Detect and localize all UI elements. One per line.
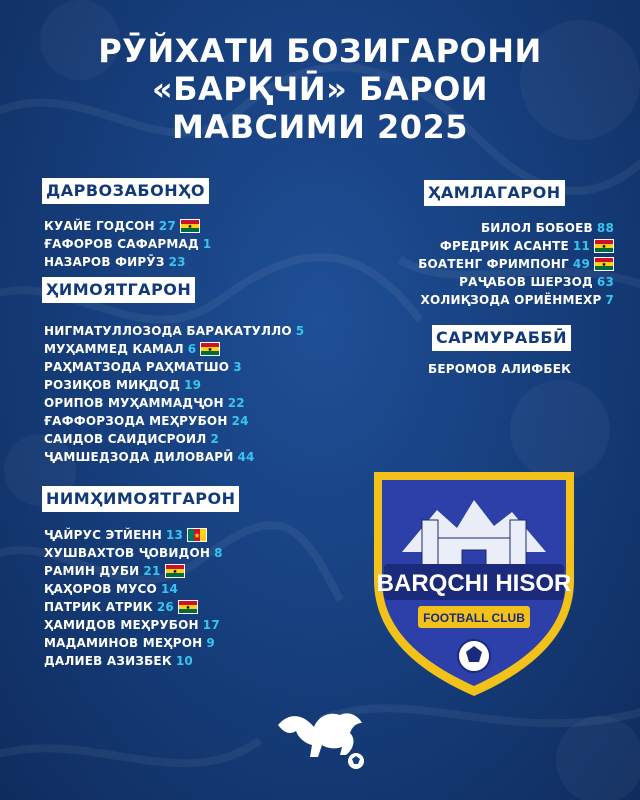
player-row (44, 544, 223, 562)
forwards-list (418, 219, 614, 309)
player-number: 49 (572, 257, 590, 271)
goalkeepers-list (44, 217, 211, 271)
player-name: КУАЙЕ ГОДСОН (44, 219, 155, 233)
goalkeepers-heading: ДАРВОЗАБОНҲО (42, 178, 209, 204)
player-number: 7 (605, 293, 614, 307)
player-number: 19 (184, 378, 202, 392)
player-number: 22 (227, 396, 245, 410)
griffin-icon (270, 705, 374, 771)
player-row (44, 340, 304, 358)
player-row (44, 652, 223, 670)
player-row (44, 358, 304, 376)
coach-block (428, 360, 571, 378)
midfielders-heading: НИМҲИМОЯТГАРОН (42, 486, 239, 512)
player-name: ПАТРИК АТРИК (44, 600, 153, 614)
player-name: МУҲАММЕД КАМАЛ (44, 342, 184, 356)
player-row (44, 376, 304, 394)
player-name: РАҶАБОВ ШЕРЗОД (459, 275, 593, 289)
player-number: 26 (156, 600, 174, 614)
player-name: ҶАМШЕДЗОДА ДИЛОВАРӢ (44, 450, 234, 464)
player-row (418, 237, 614, 255)
player-name: ДАЛИЕВ АЗИЗБЕК (44, 654, 172, 668)
player-number: 14 (160, 582, 179, 596)
player-number: 24 (231, 414, 249, 428)
player-row (44, 322, 304, 340)
player-row (418, 255, 614, 273)
player-name: ХУШВАХТОВ ҶОВИДОН (44, 546, 211, 560)
player-row (44, 394, 304, 412)
player-number: 1 (202, 237, 212, 251)
player-number: 13 (165, 528, 184, 542)
player-name: ҚАҲОРОВ МУСО (44, 582, 157, 596)
midfielders-list (44, 526, 223, 670)
coach-heading: САРМУРАББӢ (432, 325, 571, 351)
ghana-flag-icon (165, 564, 185, 578)
player-number: 2 (210, 432, 219, 446)
logo-club-name: BARQCHI HISOR (376, 570, 572, 597)
coach-name: БЕРОМОВ АЛИФБЕК (428, 362, 572, 376)
player-name: ХОЛИҚЗОДА ОРИЁНМЕХР (420, 293, 602, 307)
title-line-3: МАВСИМИ 2025 (171, 108, 469, 146)
player-row (44, 634, 223, 652)
player-row (44, 235, 211, 253)
player-name: БИЛОЛ БОБОЕВ (480, 221, 593, 235)
player-name: ҲАМИДОВ МЕҲРУБОН (44, 618, 199, 632)
defenders-list (44, 322, 304, 466)
griffin-body (278, 713, 362, 757)
player-row (44, 412, 304, 430)
player-name: РАҲМАТЗОДА РАҲМАТШО (44, 360, 230, 374)
player-name: ОРИПОВ МУҲАММАДҶОН (44, 396, 224, 410)
player-row (418, 291, 614, 309)
player-name: ФРЕДРИК АСАНТЕ (439, 239, 569, 253)
defenders-heading: ҲИМОЯТГАРОН (42, 277, 195, 303)
player-name: МАДАМИНОВ МЕҲРОН (44, 636, 203, 650)
player-row (44, 526, 223, 544)
player-name: ҒАФОРОВ САФАРМАД (44, 237, 199, 251)
player-number: 8 (214, 546, 223, 560)
cameroon-flag-icon (187, 528, 207, 542)
player-number: 11 (572, 239, 590, 253)
player-name: РОЗИҚОВ МИҚДОД (44, 378, 181, 392)
player-name: РАМИН ДУБИ (44, 564, 140, 578)
forwards-heading: ҲАМЛАГАРОН (424, 180, 565, 206)
player-number: 44 (237, 450, 255, 464)
player-row (44, 217, 211, 235)
logo-subtitle: FOOTBALL CLUB (423, 611, 525, 625)
player-number: 21 (143, 564, 161, 578)
player-number: 27 (158, 219, 176, 233)
player-number: 63 (596, 275, 614, 289)
title-line-2: «БАРҚЧӢ» БАРОИ (151, 70, 489, 108)
player-number: 88 (596, 221, 614, 235)
player-name: НАЗАРОВ ФИРӮЗ (44, 255, 165, 269)
player-number: 5 (295, 324, 305, 338)
player-row (44, 448, 304, 466)
player-number: 10 (175, 654, 193, 668)
player-row (44, 580, 223, 598)
player-name: САИДОВ САИДИСРОИЛ (44, 432, 207, 446)
player-row (418, 219, 614, 237)
player-name: НИГМАТУЛЛОЗОДА БАРАКАТУЛЛО (44, 324, 292, 338)
player-number: 9 (206, 636, 215, 650)
player-number: 17 (202, 618, 220, 632)
ghana-flag-icon (594, 239, 614, 253)
ghana-flag-icon (180, 219, 200, 233)
player-row (44, 430, 304, 448)
player-row (418, 273, 614, 291)
player-number: 3 (233, 360, 242, 374)
player-name: БОАТЕНГ ФРИМПОНГ (418, 257, 569, 271)
ghana-flag-icon (594, 257, 614, 271)
player-row (44, 598, 223, 616)
player-row (44, 253, 211, 271)
player-name: ҶАЙРУС ЭТЙЕНН (44, 528, 162, 542)
ghana-flag-icon (178, 600, 198, 614)
player-row (44, 616, 223, 634)
player-row (44, 562, 223, 580)
ghana-flag-icon (200, 342, 220, 356)
title-line-1: РӮЙХАТИ БОЗИГАРОНИ (98, 32, 542, 70)
player-number: 6 (187, 342, 197, 356)
page-title (0, 32, 640, 146)
player-name: ҒАФФОРЗОДА МЕҲРУБОН (44, 414, 228, 428)
player-number: 23 (168, 255, 186, 269)
club-logo (362, 460, 586, 700)
